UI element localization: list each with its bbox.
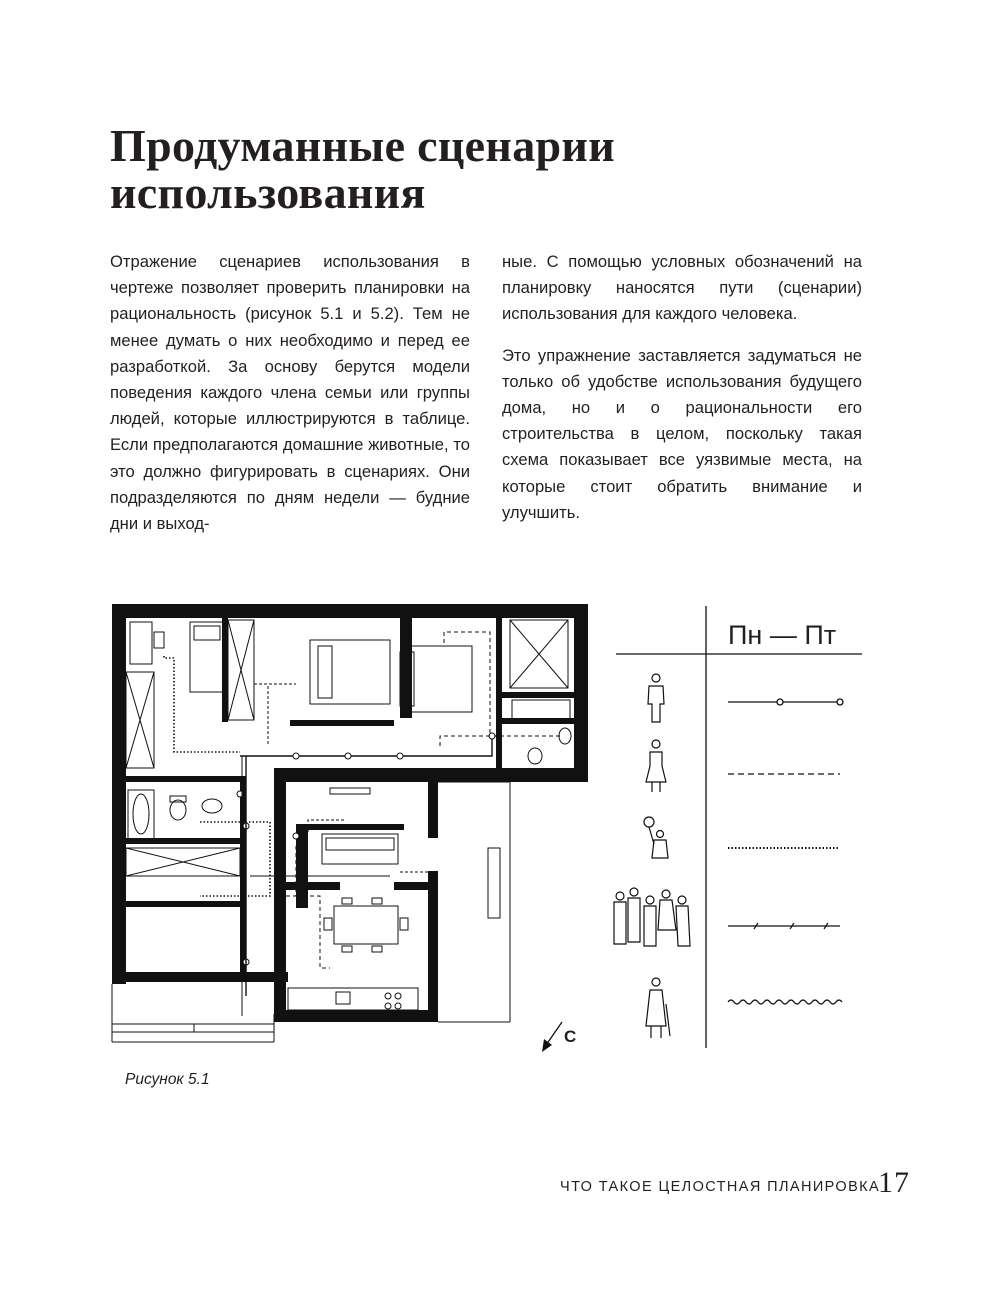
- man-icon: [648, 674, 664, 722]
- compass-icon: [542, 1022, 576, 1052]
- compass-label: С: [564, 1027, 577, 1046]
- floor-plan: [112, 604, 588, 1022]
- floor-plan-figure: [100, 596, 880, 1066]
- body-paragraph: Отражение сценариев использования в чертеже позволяет проверить планировки на рациональность (рисунок 5.1 и 5.2). Тем не менее думать о них необходимо и перед ее разработкой. За основу берутся модели поведения каждого члена семьи или группы людей, которые иллюстрируются в таблице. Если предполагаются домашние животные, то это должно фигурировать в сценариях. Они подразделяются по дням недели — будние дни и выход-: [110, 252, 470, 534]
- page-number: 17: [878, 1166, 910, 1199]
- legend-line-wavy: [728, 1000, 842, 1004]
- body-paragraph: ные. С помощью условных обозначений на планировку наносятся пути (сценарии) использования для каждого человека.: [502, 252, 862, 324]
- group-of-guests-icon: [614, 888, 690, 946]
- legend-line-circles: [728, 699, 843, 705]
- page-title-line-1: Продуманные сценарии: [110, 120, 615, 171]
- scenario-legend: [614, 606, 862, 1048]
- child-with-balloon-icon: [644, 817, 668, 858]
- floor-plan-svg: [100, 596, 880, 1066]
- page-title: [110, 122, 810, 216]
- body-paragraph: Это упражнение заставляется задуматься не только об удобстве использования будущего дома, но и о рациональности его строительства в целом, поскольку такая схема показывает все уязвимые места, на которые стоит обратить внимание и улучшить.: [502, 345, 862, 522]
- body-column-right: [502, 249, 862, 526]
- body-column-left: [110, 249, 470, 537]
- figure-caption: Рисунок 5.1: [125, 1071, 210, 1088]
- page-title-line-2: использования: [110, 167, 426, 218]
- legend-line-ticks: [728, 923, 840, 929]
- woman-icon: [646, 740, 666, 792]
- legend-header: Пн — Пт: [728, 620, 837, 650]
- running-head: ЧТО ТАКОЕ ЦЕЛОСТНАЯ ПЛАНИРОВКА: [560, 1179, 881, 1195]
- elderly-person-icon: [646, 978, 670, 1038]
